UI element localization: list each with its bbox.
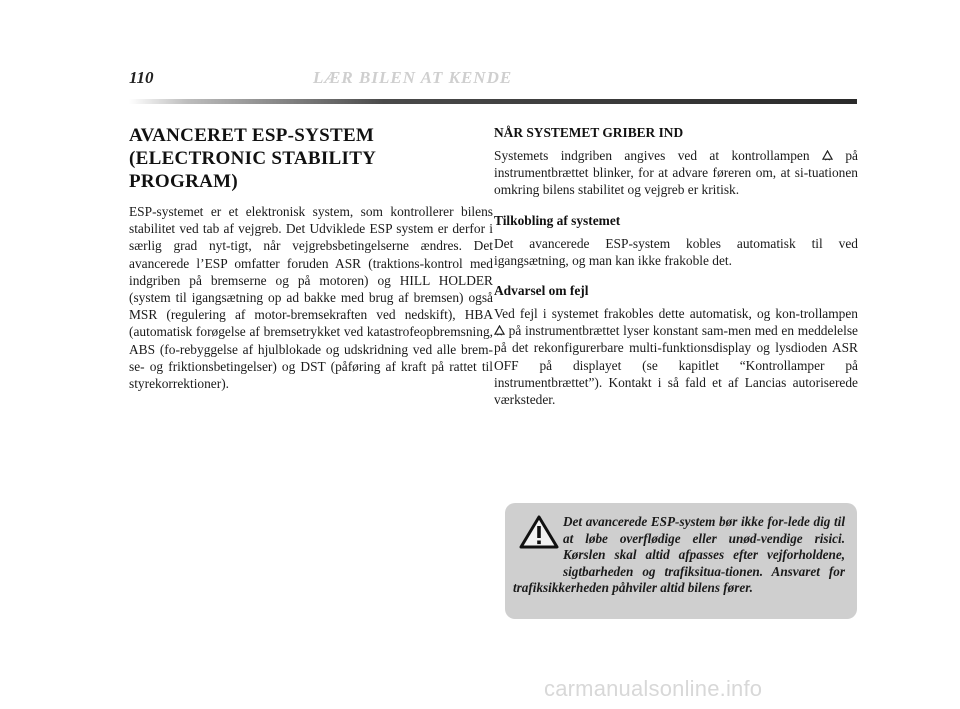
esp-warning-lamp-icon bbox=[494, 325, 505, 336]
header-rule bbox=[129, 99, 857, 104]
section-title bbox=[129, 124, 493, 193]
left-column bbox=[129, 124, 493, 392]
warning-text: Det avancerede ESP-system bør ikke for-lede dig til at løbe overflødige eller unød-vendige risici. Kørslen skal altid afpasses efter vejforholdene, sigtbarheden og trafiksitua-tionen. Ansvaret for trafiksikkerheden påhviler altid bilens fører. bbox=[513, 514, 845, 596]
right-column bbox=[494, 124, 858, 421]
intervention-block bbox=[494, 124, 858, 199]
activation-text: Det avancerede ESP-system kobles automatisk til ved igangsætning, og man kan ikke frakoble det. bbox=[494, 235, 858, 268]
fault-text: Ved fejl i systemet frakobles dette automatisk, og kon-trollampen på instrumentbrættet lyser konstant sam-men med en meddelelse på det rekonfigurerbare multi-funktionsdisplay og lysdioden ASR OFF på displayet (se kapitlet “Kontrollamper på instrumentbrættet”). Kontakt i så fald et af Lancias autoriserede værksteder. bbox=[494, 306, 858, 408]
watermark: carmanualsonline.info bbox=[544, 676, 763, 701]
intervention-text: Systemets indgriben angives ved at kontrollampen på instrumentbrættet blinker, for at advare føreren om, at si-tuationen omkring bilens stabilitet og vejgreb er kritisk. bbox=[494, 148, 858, 198]
title-line-1: AVANCERET ESP-SYSTEM bbox=[129, 125, 375, 146]
running-head: LÆR BILEN AT KENDE bbox=[313, 68, 513, 87]
esp-description: ESP-systemet er et elektronisk system, som kontrollerer bilens stabilitet ved tab af vejgreb. Det Udviklede ESP system er derfor i særlig grad nyt-tigt, når vejgrebsbetingelserne ændres. Det avancerede l’ESP omfatter foruden ASR (traktions-kontrol med indgriben på bremserne og på motoren) og HILL HOLDER (system til igangsætning op ad bakke med brug af bremsen) også MSR (regulering af motor-bremsekraften ved nedskift), HBA (automatisk forøgelse af bremsetrykket ved katastrofeopbremsning, ABS (fo-rebyggelse af hjulblokade og udskridning ved alle brem-se- og friktionsbetingelser) og DST (påføring af kraft på rattet til styrekorrektioner). bbox=[129, 204, 493, 392]
page-number: 110 bbox=[129, 68, 154, 87]
esp-warning-lamp-icon bbox=[822, 150, 833, 161]
page-header bbox=[129, 68, 857, 94]
title-line-2: (ELECTRONIC STABILITY bbox=[129, 148, 377, 169]
warning-box bbox=[505, 503, 857, 619]
fault-heading: Advarsel om fejl bbox=[494, 283, 589, 299]
activation-heading: Tilkobling af systemet bbox=[494, 212, 621, 228]
title-line-3: PROGRAM) bbox=[129, 171, 238, 192]
intervention-heading: NÅR SYSTEMET GRIBER IND bbox=[494, 125, 684, 140]
fault-block bbox=[494, 282, 858, 408]
activation-block bbox=[494, 212, 858, 269]
